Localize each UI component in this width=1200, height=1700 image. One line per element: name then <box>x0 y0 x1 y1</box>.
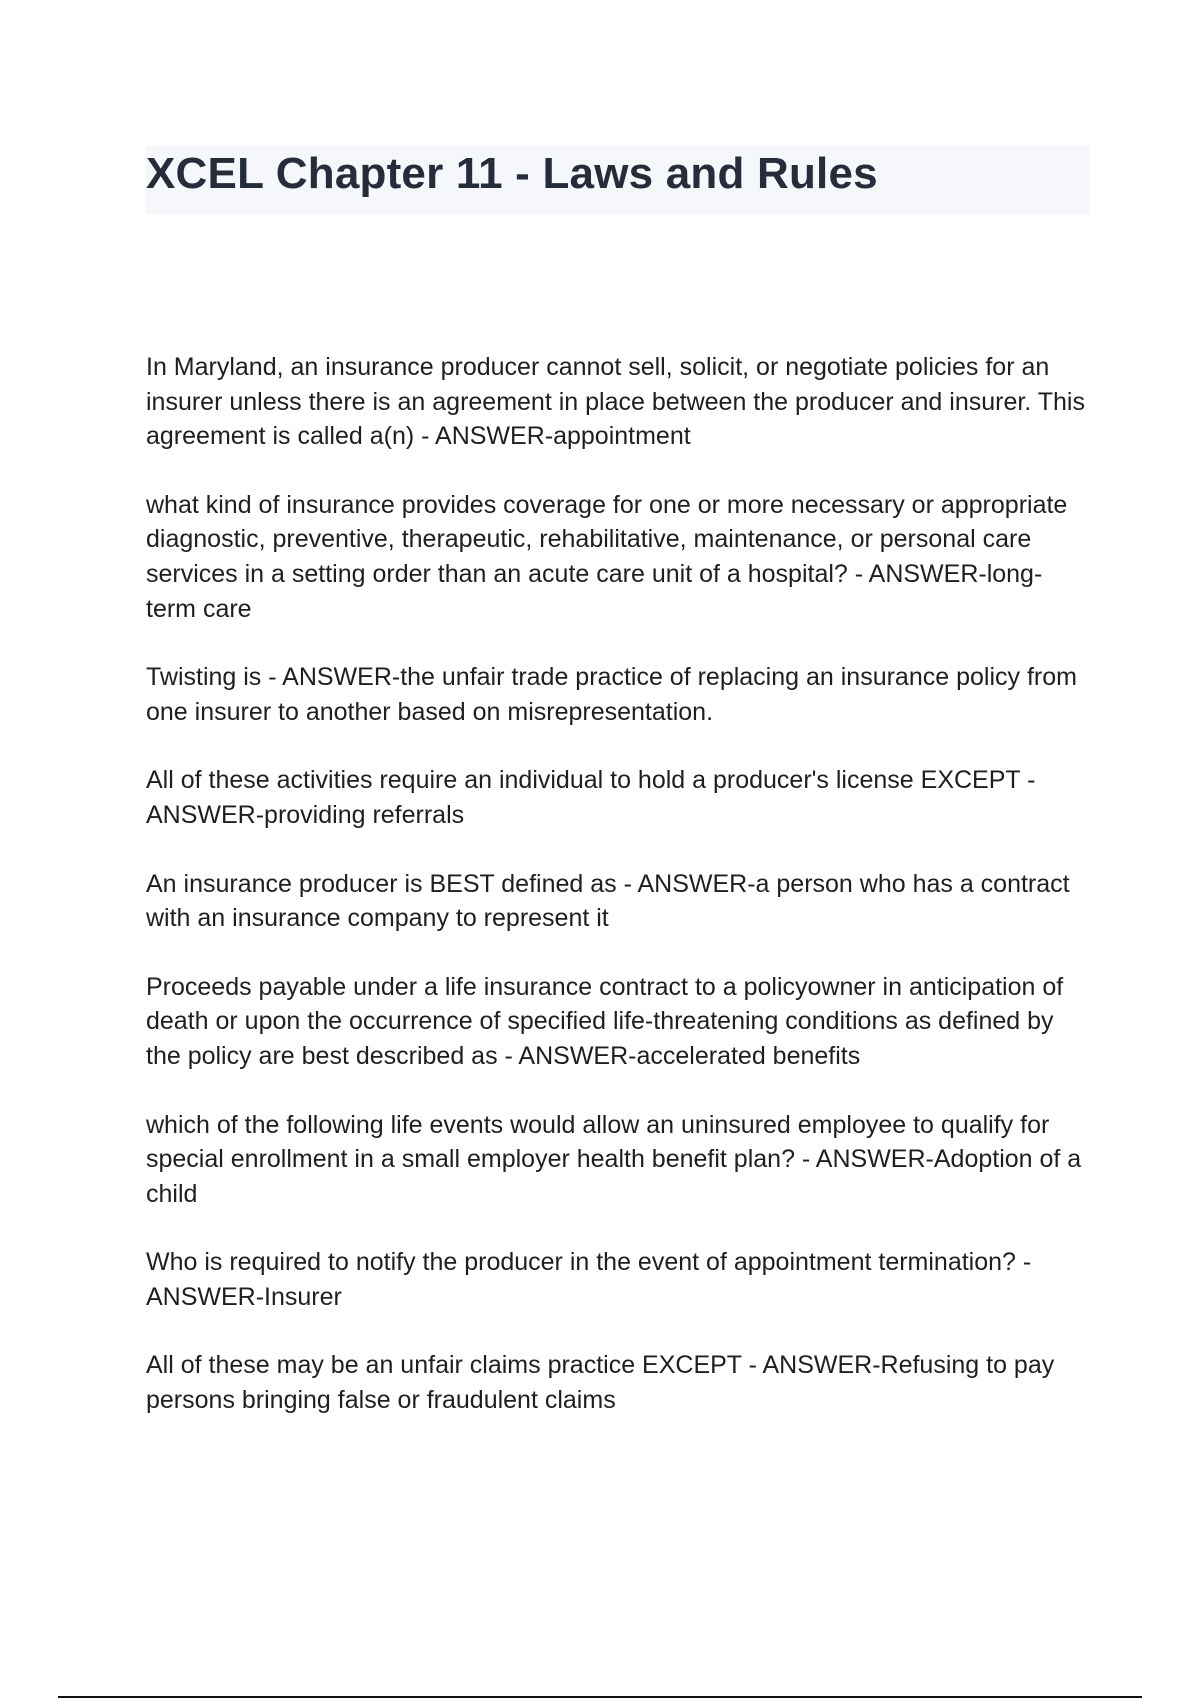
qa-item: All of these activities require an individual to hold a producer's license EXCEPT - ANSWER-providing referrals <box>146 766 1036 829</box>
footer-divider <box>58 1696 1142 1698</box>
qa-item: Twisting is - ANSWER-the unfair trade practice of replacing an insurance policy from one insurer to another based on misrepresentation. <box>146 663 1077 726</box>
qa-item: All of these may be an unfair claims practice EXCEPT - ANSWER-Refusing to pay persons bringing false or fraudulent claims <box>146 1351 1055 1415</box>
qa-item: In Maryland, an insurance producer cannot sell, solicit, or negotiate policies for an insurer unless there is an agreement in place between the producer and insurer. This agreement is called a(n) - ANSWER-appointment <box>146 353 1085 451</box>
qa-list <box>146 350 1091 1452</box>
qa-item: An insurance producer is BEST defined as - ANSWER-a person who has a contract with an insurance company to represent it <box>146 869 1070 933</box>
qa-item: which of the following life events would allow an uninsured employee to qualify for special enrollment in a small employer health benefit plan? - ANSWER-Adoption of a child <box>146 1110 1082 1208</box>
qa-item: Who is required to notify the producer in the event of appointment termination? - ANSWER-Insurer <box>146 1248 1032 1311</box>
page-title: XCEL Chapter 11 - Laws and Rules <box>146 149 878 198</box>
qa-item: what kind of insurance provides coverage for one or more necessary or appropriate diagnostic, preventive, therapeutic, rehabilitative, maintenance, or personal care services in a setting order than an acute care unit of a hospital? - ANSWER-long-term care <box>146 490 1068 623</box>
qa-item: Proceeds payable under a life insurance contract to a policyowner in anticipation of death or upon the occurrence of specified life-threatening conditions as defined by the policy are best described as - ANSWER-accelerated benefits <box>146 972 1064 1070</box>
